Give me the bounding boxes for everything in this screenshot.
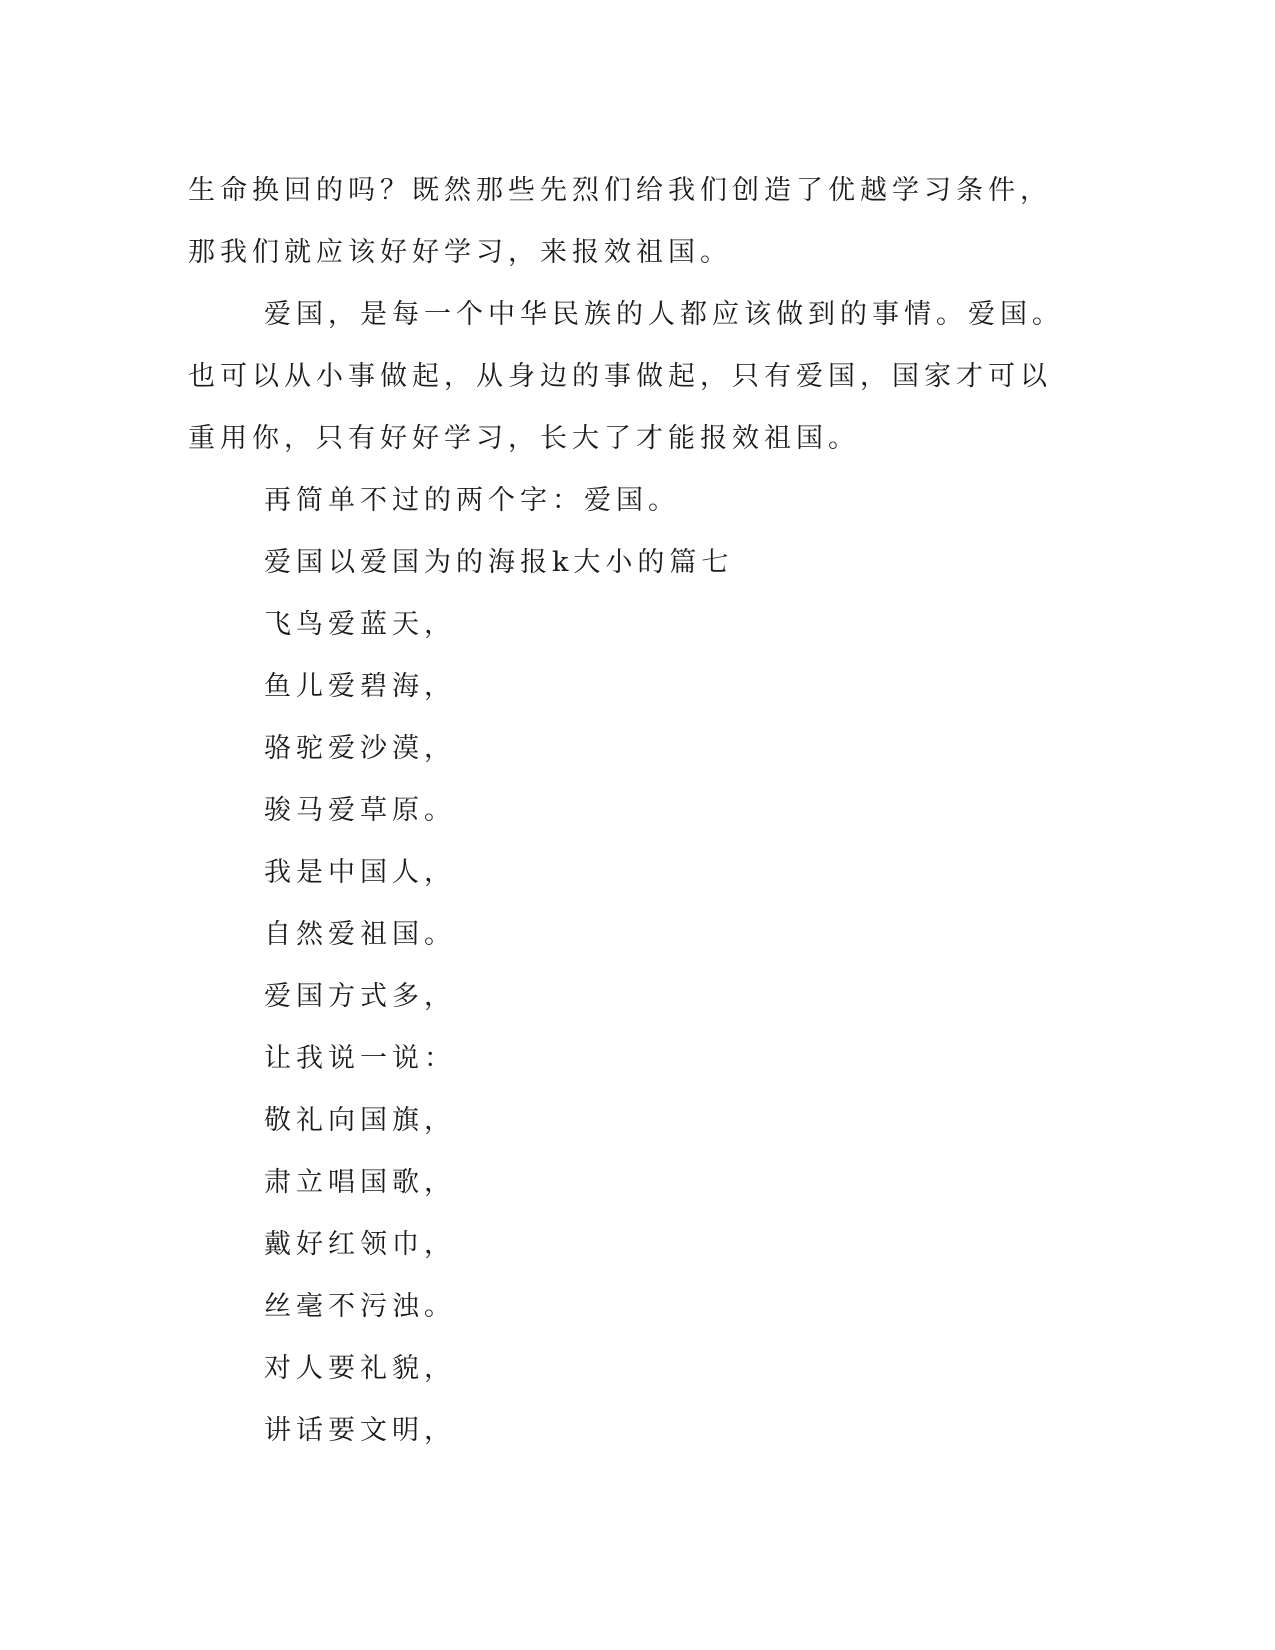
document-body <box>188 160 1078 1462</box>
poem-line: 丝毫不污浊。 <box>264 1291 456 1322</box>
poem-line: 戴好红领巾， <box>264 1229 456 1260</box>
poem-line: 骆驼爱沙漠， <box>264 733 456 764</box>
poem-line: 自然爱祖国。 <box>264 919 456 950</box>
poem-line: 爱国方式多， <box>264 981 456 1012</box>
poem-line: 我是中国人， <box>264 857 456 888</box>
paragraph: 爱国，是每一个中华民族的人都应该做到的事情。爱国。也可以从小事做起，从身边的事做起，只有爱国，国家才可以重用你，只有好好学习，长大了才能报效祖国。 <box>188 299 1064 454</box>
poem-line: 肃立唱国歌， <box>264 1167 456 1198</box>
section-heading: 爱国以爱国为的海报k大小的篇七 <box>264 547 734 578</box>
poem-line: 对人要礼貌， <box>264 1353 456 1384</box>
poem-line: 让我说一说： <box>264 1043 456 1074</box>
poem-line: 骏马爱草原。 <box>264 795 456 826</box>
poem-line: 讲话要文明， <box>264 1415 456 1446</box>
text-line: 再简单不过的两个字：爱国。 <box>264 485 680 516</box>
poem-line: 飞鸟爱蓝天， <box>264 609 456 640</box>
poem-line: 敬礼向国旗， <box>264 1105 456 1136</box>
poem-line: 鱼儿爱碧海， <box>264 671 456 702</box>
paragraph-continued: 生命换回的吗？既然那些先烈们给我们创造了优越学习条件，那我们就应该好好学习，来报效祖国。 <box>188 175 1052 268</box>
